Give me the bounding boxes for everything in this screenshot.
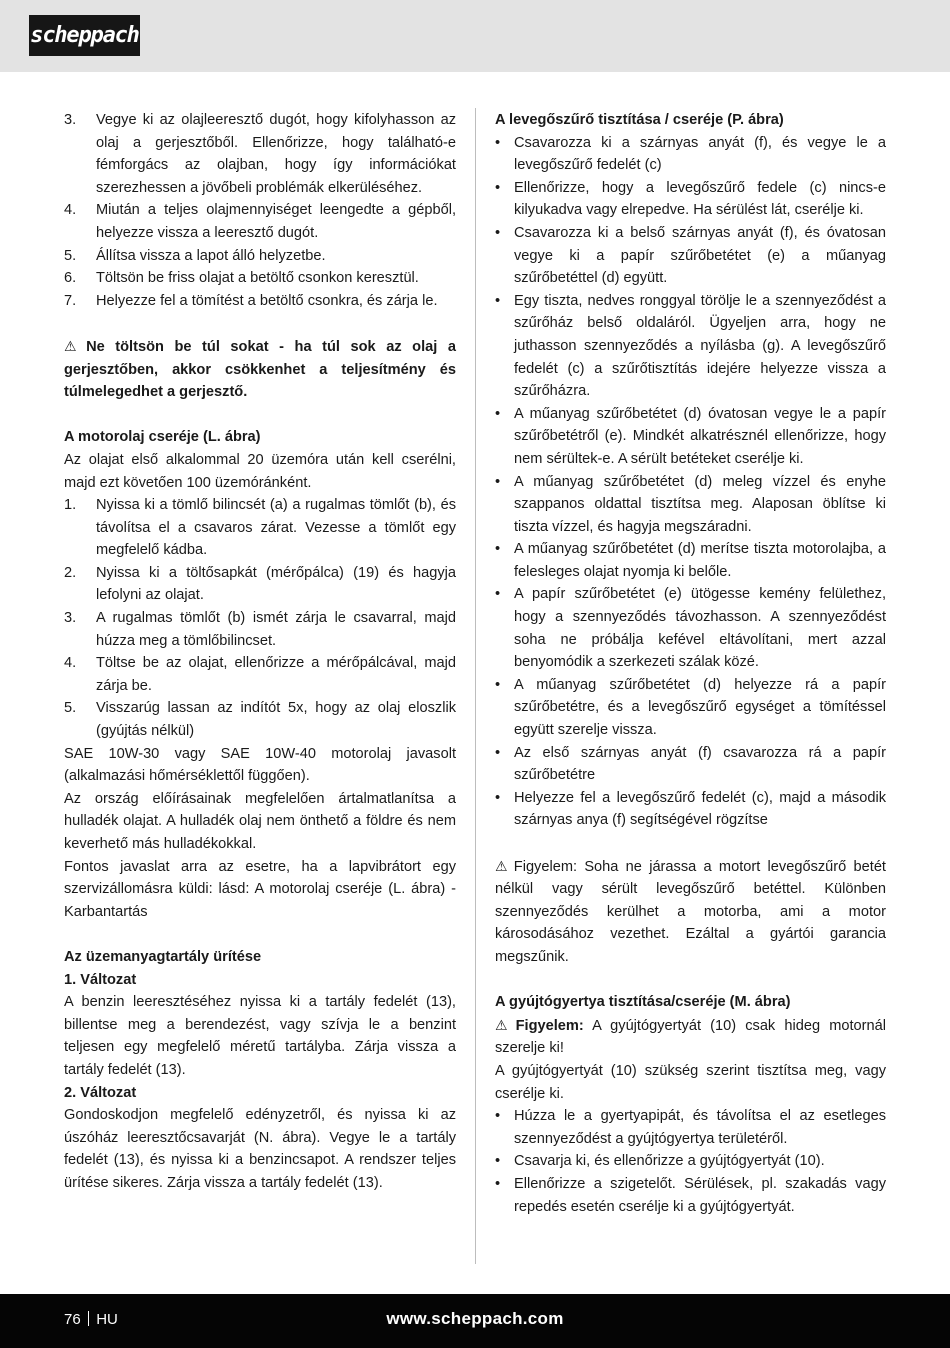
overfill-warning-text: Ne töltsön be túl sokat - ha túl sok az olaj a gerjesztőben, akkor csökkenhet a teljesítmény és túlmelegedhet a gerjesztő. [64, 338, 456, 401]
scheppach-logo: scheppach [29, 15, 140, 56]
air-filter-warning [495, 855, 886, 969]
step-text: Nyissa ki a tömlő bilincsét (a) a rugalmas tömlőt (b), és távolítsa el a csavaros zárat. Vezesse a tömlőt egy megfelelő kádba. [96, 497, 456, 559]
step-text: Miután a teljes olajmennyiséget leengedte a gépből, helyezze vissza a leeresztő dugót. [96, 202, 456, 241]
oil-disposal: Az ország előírásainak megfelelően ártalmatlanítsa a hulladék olajat. A hulladék olaj nem önthető a földre és nem keverhető más hulladékokkal. [64, 790, 456, 852]
numbered-step [64, 199, 456, 244]
numbered-step [64, 109, 456, 199]
bullet-text: Csavarozza ki a szárnyas anyát (f), és vegye le a levegőszűrő fedelét (c) [514, 134, 886, 174]
bullet-text: Ellenőrizze a szigetelőt. Sérülések, pl. szakadás vagy repedés esetén cserélje ki a gyújtógyertyát. [514, 1175, 886, 1215]
bullet-text: A műanyag szűrőbetétet (d) óvatosan vegye le a papír szűrőbetétről (e). Mindkét alkatrésznél ellenőrizze, hogy nem sérültek-e. A sérült betéteket cserélje ki. [514, 405, 886, 467]
bullet-item [495, 674, 886, 742]
bullet-item [495, 1105, 886, 1150]
oil-recommendation: SAE 10W-30 vagy SAE 10W-40 motorolaj javasolt (alkalmazási hőmérséklettől függően). [64, 745, 456, 785]
tank-heading: Az üzemanyagtartály ürítése [64, 948, 262, 965]
spark-plug-intro: A gyújtógyertyát (10) szükség szerint tisztítsa meg, vagy cserélje ki. [495, 1062, 886, 1102]
variant-1-text: A benzin leeresztéséhez nyissa ki a tartály fedelét (13), billentse meg a berendezést, vagy szívja le a benzint teljesen egy megfelelő méretű tartályba. Zárja vissza a tartály fedelét (13). [64, 994, 456, 1078]
left-column [64, 109, 456, 1195]
bullet-item [495, 132, 886, 177]
bullet-text: Az első szárnyas anyát (f) csavarozza rá a papír szűrőbetétre [514, 744, 886, 784]
step-text: Nyissa ki a töltősapkát (mérőpálca) (19) és hagyja lefolyni az olajat. [96, 564, 456, 604]
bullet-item [495, 471, 886, 539]
step-number: 1. [64, 497, 77, 514]
language-code: HU [96, 1311, 118, 1328]
air-filter-steps [495, 132, 886, 832]
bullet-dot-icon: • [495, 1153, 501, 1170]
bullet-item [495, 1150, 886, 1173]
oil-change-heading: A motorolaj cseréje (L. ábra) [64, 429, 261, 446]
bullet-item [495, 290, 886, 403]
step-number: 3. [64, 112, 77, 128]
step-number: 5. [64, 700, 77, 717]
bullet-text: A műanyag szűrőbetétet (d) helyezze rá a papír szűrőbetétre, és a levegőszűrő egységet a tömítéssel együtt szerelje vissza. [514, 676, 886, 739]
step-text: A rugalmas tömlőt (b) ismét zárja le csavarral, majd húzza meg a tömlőbilincset. [96, 610, 456, 649]
step-number: 4. [64, 655, 77, 672]
oil-service-note: Fontos javaslat arra az esetre, ha a lapvibrátort egy szervizállomásra küldi: lásd: A motorolaj cseréje (L. ábra) - Karbantartás [64, 858, 456, 920]
numbered-step [64, 267, 456, 290]
bullet-dot-icon: • [495, 224, 501, 241]
bullet-text: Csavarozza ki a belső szárnyas anyát (f), és óvatosan vegye ki a papír szűrőbetétet (e) a műanyag szűrőbetéttel (d) együtt. [514, 224, 886, 287]
page-header [0, 0, 950, 72]
step-number: 4. [64, 202, 77, 219]
warning-triangle-icon: ⚠ [495, 857, 511, 874]
spark-warning-label: Figyelem: [515, 1017, 584, 1034]
warning-triangle-icon: ⚠ [64, 337, 84, 354]
bullet-item [495, 177, 886, 222]
bullet-text: Helyezze fel a levegőszűrő fedelét (c), majd a második szárnyas anya (f) segítségével rögzítse [514, 789, 886, 829]
step-number: 2. [64, 564, 77, 581]
step-number: 6. [64, 270, 77, 287]
bullet-dot-icon: • [495, 586, 501, 603]
website-url[interactable]: www.scheppach.com [386, 1309, 564, 1328]
bullet-text: A műanyag szűrőbetétet (d) meleg vízzel és enyhe szappanos oldattal tisztítsa meg. Alaposan öblítse ki tiszta vízzel, és hagyja megszáradni. [514, 473, 886, 535]
bullet-text: Húzza le a gyertyapipát, és távolítsa el az esetleges szennyeződést a gyújtógyertya területéről. [514, 1108, 886, 1147]
variant-2-title: 2. Változat [64, 1084, 137, 1101]
oil-change-steps [64, 494, 456, 743]
step-text: Visszarúg lassan az indítót 5x, hogy az olaj eloszlik (gyújtás nélkül) [96, 700, 456, 740]
air-filter-warning-text: Figyelem: Soha ne járassa a motort levegőszűrő betét nélkül vagy sérült levegőszűrő betéttel. Különben szennyeződés kerülhet a motorba, ami a motor károsodásához vezethet. Ezáltal a gyártói garancia megszűnik. [495, 858, 886, 965]
spark-plug-steps [495, 1105, 886, 1218]
olaj-leeresztes-lepesek [64, 109, 456, 312]
page-footer [0, 1294, 950, 1348]
step-number: 3. [64, 610, 77, 627]
air-filter-heading: A levegőszűrő tisztítása / cseréje (P. ábra) [495, 112, 784, 128]
bullet-dot-icon: • [495, 744, 501, 761]
bullet-dot-icon: • [495, 473, 501, 490]
bullet-item [495, 222, 886, 290]
bullet-item [495, 583, 886, 673]
bullet-dot-icon: • [495, 541, 501, 558]
spark-plug-heading: A gyújtógyertya tisztítása/cseréje (M. ábra) [495, 994, 791, 1011]
bullet-text: Ellenőrizze, hogy a levegőszűrő fedele (c) nincs-e kilyukadva vagy elrepedve. Ha sérülést lát, cserélje ki. [514, 179, 886, 219]
bullet-dot-icon: • [495, 1175, 501, 1192]
bullet-dot-icon: • [495, 676, 501, 693]
bullet-dot-icon: • [495, 789, 501, 806]
step-text: Állítsa vissza a lapot álló helyzetbe. [96, 247, 326, 264]
bullet-dot-icon: • [495, 179, 501, 196]
bullet-dot-icon: • [495, 405, 501, 422]
step-number: 5. [64, 247, 77, 264]
bullet-text: A papír szűrőbetétet (e) ütögesse kemény felülethez, hogy a szennyeződés távozhasson. A szennyeződést soha ne próbálja kefével eltávolítani, mert azzal benyomódik a szerkezeti szálak közé. [514, 586, 886, 671]
warning-triangle-icon: ⚠ [495, 1016, 513, 1033]
numbered-step [64, 607, 456, 652]
step-text: Vegye ki az olajleeresztő dugót, hogy kifolyhasson az olaj a gerjesztőből. Ellenőrizze, hogy található-e fémforgács az olajban, hogy így információkat szerezhessen a jövőbeli problémák elkerüléséhez. [96, 112, 456, 196]
bullet-dot-icon: • [495, 1108, 501, 1125]
bullet-item [495, 403, 886, 471]
bullet-text: Csavarja ki, és ellenőrizze a gyújtógyertyát (10). [514, 1153, 825, 1170]
numbered-step [64, 245, 456, 268]
step-number: 7. [64, 292, 77, 309]
bullet-item [495, 1173, 886, 1218]
numbered-step [64, 697, 456, 742]
bullet-dot-icon: • [495, 292, 501, 309]
bullet-item [495, 787, 886, 832]
spark-plug-warning [495, 1014, 886, 1060]
overfill-warning [64, 335, 456, 404]
bullet-dot-icon: • [495, 134, 501, 151]
numbered-step [64, 652, 456, 697]
bullet-text: A műanyag szűrőbetétet (d) merítse tiszta motorolajba, a felesleges olajat nyomja ki belőle. [514, 541, 886, 580]
spark-warning-text: A gyújtógyertyát (10) csak hideg motornál szerelje ki! [495, 1017, 886, 1057]
numbered-step [64, 562, 456, 607]
page-number-value: 76 [64, 1311, 81, 1328]
numbered-step [64, 494, 456, 562]
step-text: Töltsön be friss olajat a betöltő csonkon keresztül. [96, 270, 419, 287]
step-text: Töltse be az olajat, ellenőrizze a mérőpálcával, majd zárja be. [96, 655, 456, 694]
bullet-item [495, 538, 886, 583]
bullet-item [495, 742, 886, 787]
variant-1-title: 1. Változat [64, 971, 137, 988]
right-column [495, 109, 886, 1218]
oil-change-intro: Az olajat első alkalommal 20 üzemóra után kell cserélni, majd ezt követően 100 üzemóránként. [64, 451, 456, 491]
bullet-text: Egy tiszta, nedves ronggyal törölje le a szennyeződést a szűrőház belső oldaláról. Ügyeljen arra, hogy ne juthasson szennyeződés a nyílásba (g). A levegőszűrő fedelét (c) a szűrőtisztítás idejére helyezze vissza a szűrőházra. [514, 292, 886, 400]
variant-2-text: Gondoskodjon megfelelő edényzetről, és nyissa ki az úszóház leeresztőcsavarját (N. ábra). Vegye le a tartály fedelét (13), és nyissa ki a benzincsapot. A rendszer teljes ürítése sikeres. Zárja vissza a tartály fedelét (13). [64, 1107, 456, 1191]
step-text: Helyezze fel a tömítést a betöltő csonkra, és zárja le. [96, 292, 438, 309]
numbered-step [64, 290, 456, 313]
column-divider [475, 108, 476, 1264]
